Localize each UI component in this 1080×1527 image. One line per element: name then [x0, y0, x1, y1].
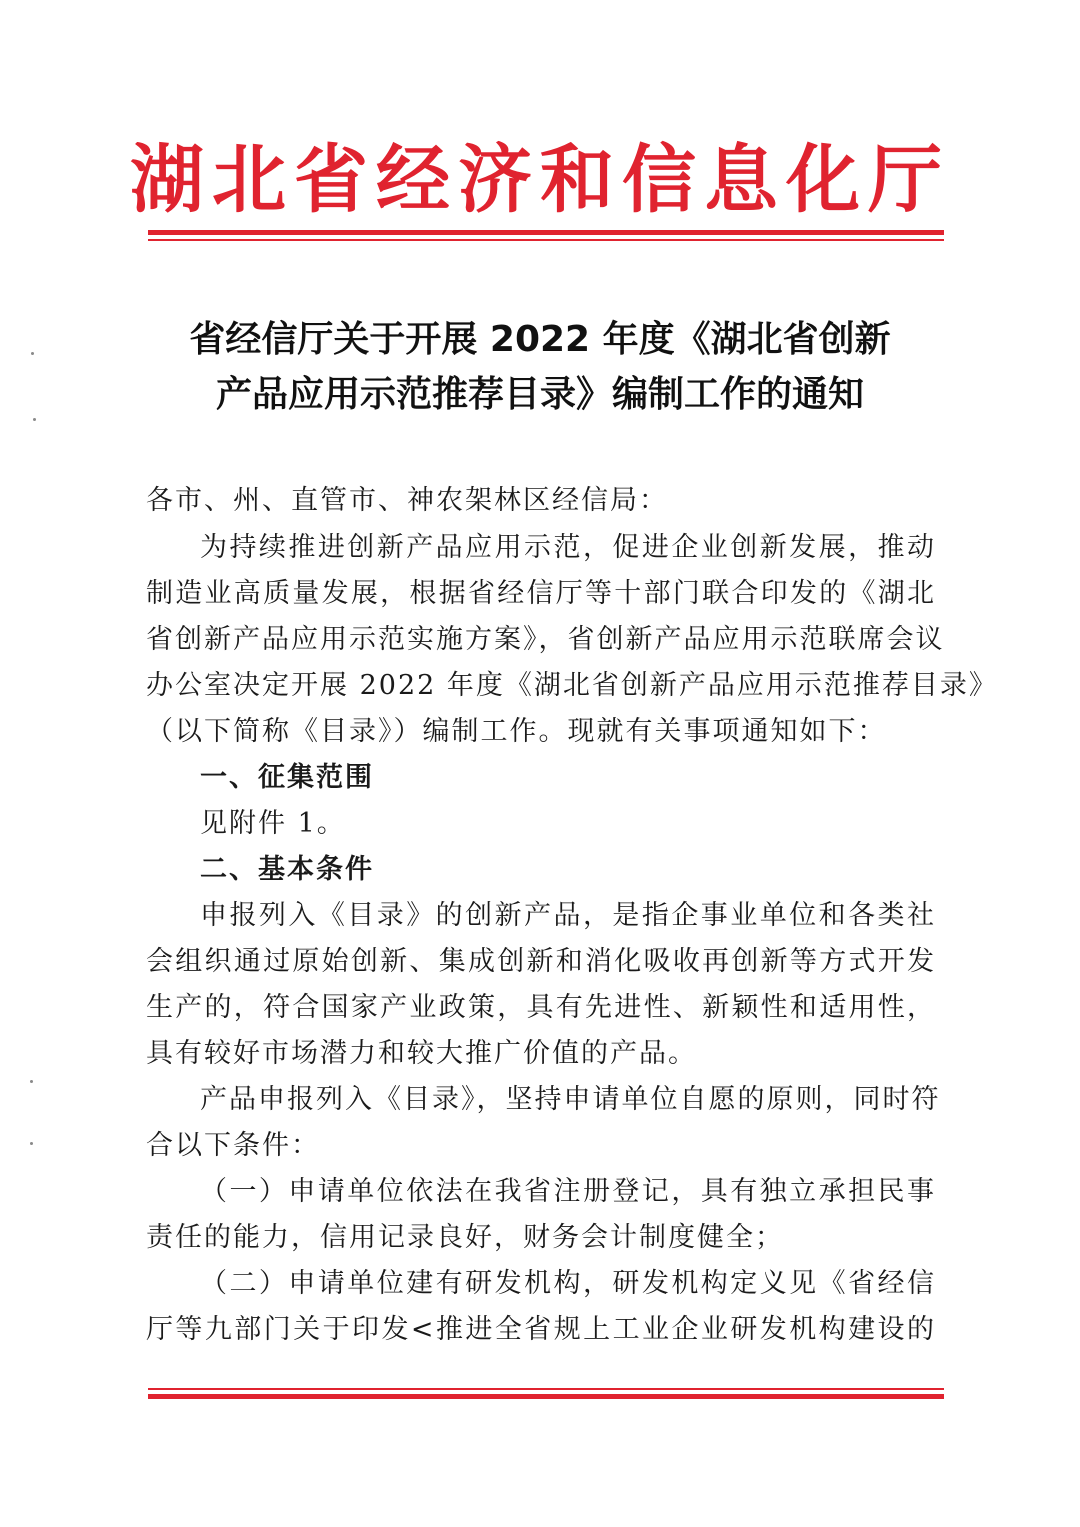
conditions-para-line: 会组织通过原始创新、集成创新和消化吸收再创新等方式开发 [146, 946, 936, 977]
intro-line: 制造业高质量发展，根据省经信厅等十部门联合印发的《湖北 [146, 578, 936, 609]
footer-rule-thin [148, 1388, 944, 1390]
salutation: 各市、州、直管市、神农架林区经信局： [146, 485, 668, 516]
condition-item-line: （二）申请单位建有研发机构，研发机构定义见《省经信 [200, 1268, 936, 1299]
conditions-para-line: 产品申报列入《目录》，坚持申请单位自愿的原则，同时符 [200, 1084, 941, 1115]
scan-speck [30, 1080, 33, 1083]
scan-speck [31, 352, 34, 355]
header-rule-thick [148, 230, 944, 235]
intro-line: 办公室决定开展 2022 年度《湖北省创新产品应用示范推荐目录》 [146, 670, 998, 701]
intro-line: （以下简称《目录》）编制工作。现就有关事项通知如下： [146, 716, 887, 747]
condition-item-line: 责任的能力，信用记录良好，财务会计制度健全； [146, 1222, 784, 1253]
conditions-para-line: 合以下条件： [146, 1130, 320, 1161]
conditions-para-line: 生产的，符合国家产业政策，具有先进性、新颖性和适用性， [146, 992, 936, 1023]
notice-title-line-2: 产品应用示范推荐目录》编制工作的通知 [215, 374, 864, 415]
section-scope-text: 见附件 1。 [200, 808, 346, 839]
footer-rule-thick [148, 1394, 944, 1399]
intro-line: 省创新产品应用示范实施方案》，省创新产品应用示范联席会议 [146, 624, 945, 655]
section-heading-conditions: 二、基本条件 [200, 854, 374, 885]
scan-speck [30, 1142, 33, 1145]
conditions-para-line: 申报列入《目录》的创新产品，是指企事业单位和各类社 [200, 900, 936, 931]
conditions-para-line: 具有较好市场潜力和较大推广价值的产品。 [146, 1038, 697, 1069]
notice-title-line-1: 省经信厅关于开展 2022 年度《湖北省创新 [189, 319, 891, 360]
condition-item-line: （一）申请单位依法在我省注册登记，具有独立承担民事 [200, 1176, 936, 1207]
scan-speck [33, 418, 36, 421]
header-rule-thin [148, 239, 944, 241]
section-heading-scope: 一、征集范围 [200, 762, 374, 793]
condition-item-line: 厅等九部门关于印发<推进全省规上工业企业研发机构建设的 [146, 1314, 936, 1345]
intro-line: 为持续推进创新产品应用示范，促进企业创新发展，推动 [200, 532, 936, 563]
issuing-organization-title: 湖北省经济和信息化厅 [130, 137, 950, 223]
